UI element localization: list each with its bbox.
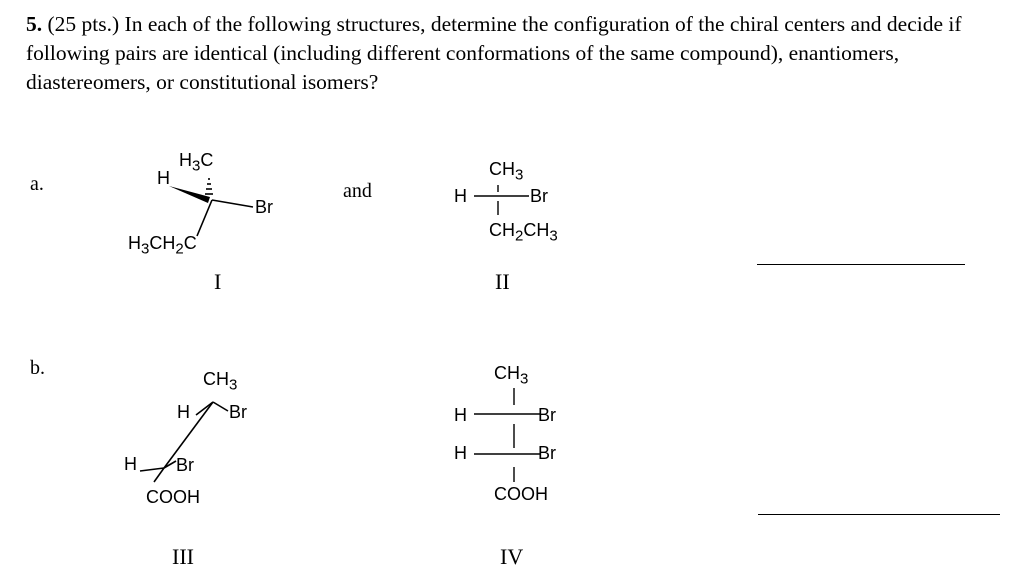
hydrogen-label-I: H	[157, 168, 170, 188]
hydrogen-top-IV: H	[454, 405, 467, 425]
hydrogen-label-II: H	[454, 186, 467, 206]
wedge-bond-I	[169, 186, 210, 203]
bromine-top-III: Br	[229, 402, 247, 422]
hydrogen-bottom-III: H	[124, 454, 137, 474]
part-b-label: b.	[30, 357, 45, 379]
bromine-bottom-III: Br	[176, 455, 194, 475]
carboxyl-label-IV: COOH	[494, 484, 548, 504]
bond-I-ethyl	[197, 200, 212, 236]
bromine-label-I: Br	[255, 197, 273, 217]
methyl-label-II: $CH_3$	[489, 159, 524, 184]
bromine-top-IV: Br	[538, 405, 556, 425]
methyl-label-IV: $CH_3$	[494, 363, 529, 388]
bromine-label-II: Br	[530, 186, 548, 206]
question-number: 5.	[26, 12, 43, 36]
roman-IV: IV	[500, 544, 524, 569]
hydrogen-top-III: H	[177, 402, 190, 422]
answer-line-a[interactable]	[757, 264, 965, 265]
hydrogen-bottom-IV: H	[454, 443, 467, 463]
roman-III: III	[172, 544, 194, 569]
fischer-bonds-II	[474, 185, 529, 215]
fischer-bonds-IV	[474, 388, 540, 482]
bond-I-br	[212, 200, 253, 207]
roman-I: I	[214, 269, 222, 294]
part-a-label: a.	[30, 173, 44, 195]
connector-and: and	[343, 180, 372, 202]
ethyl-label-II: $CH_2CH_3$	[489, 220, 558, 245]
methyl-label-I: $H_3C$	[179, 150, 214, 175]
bromine-bottom-IV: Br	[538, 443, 556, 463]
answer-line-b[interactable]	[758, 514, 1000, 515]
ethyl-label-I: $H_3CH_2C$	[128, 233, 197, 258]
methyl-label-III: $CH_3$	[203, 369, 238, 394]
question-body: (25 pts.) In each of the following structures, determine the configuration of the chiral centers and decide if following pairs are identical (including different conformations of the same compound), enantiomers, diastereomers, or constitutional isomers?	[26, 12, 962, 94]
roman-II: II	[495, 269, 510, 294]
carboxyl-label-III: COOH	[146, 487, 200, 507]
hash-bond-I	[205, 179, 213, 194]
